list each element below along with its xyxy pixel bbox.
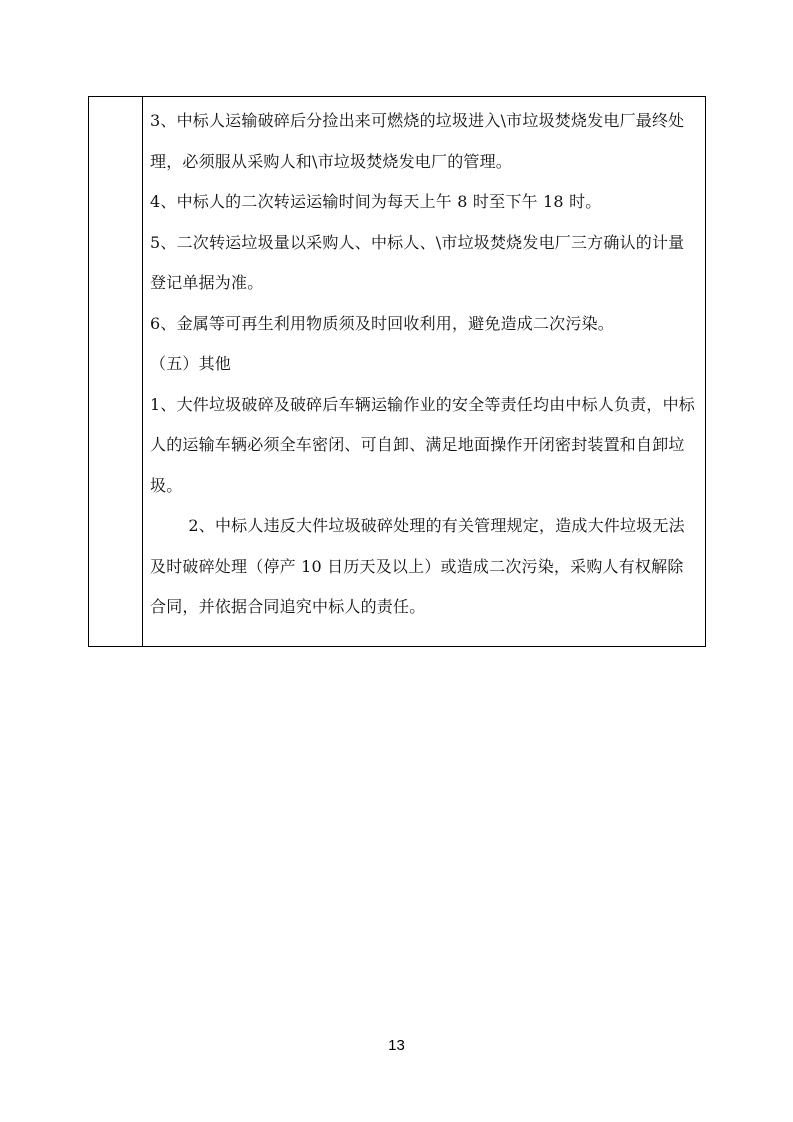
table-left-column — [89, 97, 143, 646]
content-table — [88, 96, 706, 647]
paragraph-other-1: 1、大件垃圾破碎及破碎后车辆运输作业的安全等责任均由中标人负责，中标人的运输车辆必须全车密闭、可自卸、满足地面操作开闭密封装置和自卸垃圾。 — [150, 394, 695, 495]
paragraph-other-2: 2、中标人违反大件垃圾破碎处理的有关管理规定，造成大件垃圾无法及时破碎处理（停产 10 日历天及以上）或造成二次污染，采购人有权解除合同，并依据合同追究中标人的责任。 — [150, 516, 685, 616]
page-number: 13 — [388, 1037, 405, 1054]
paragraph-item-6: 6、金属等可再生利用物质须及时回收利用，避免造成二次污染。 — [150, 313, 614, 333]
paragraph-item-5: 5、二次转运垃圾量以采购人、中标人、\市垃圾焚烧发电厂三方确认的计量登记单据为准。 — [150, 232, 685, 292]
table-content-cell — [143, 97, 705, 646]
paragraph-item-3: 3、中标人运输破碎后分捡出来可燃烧的垃圾进入\市垃圾焚烧发电厂最终处理，必须服从采购人和\市垃圾焚烧发电厂的管理。 — [150, 111, 685, 171]
section-heading-other: （五）其他 — [150, 354, 232, 373]
paragraph-item-4: 4、中标人的二次转运运输时间为每天上午 8 时至下午 18 时。 — [150, 192, 602, 211]
